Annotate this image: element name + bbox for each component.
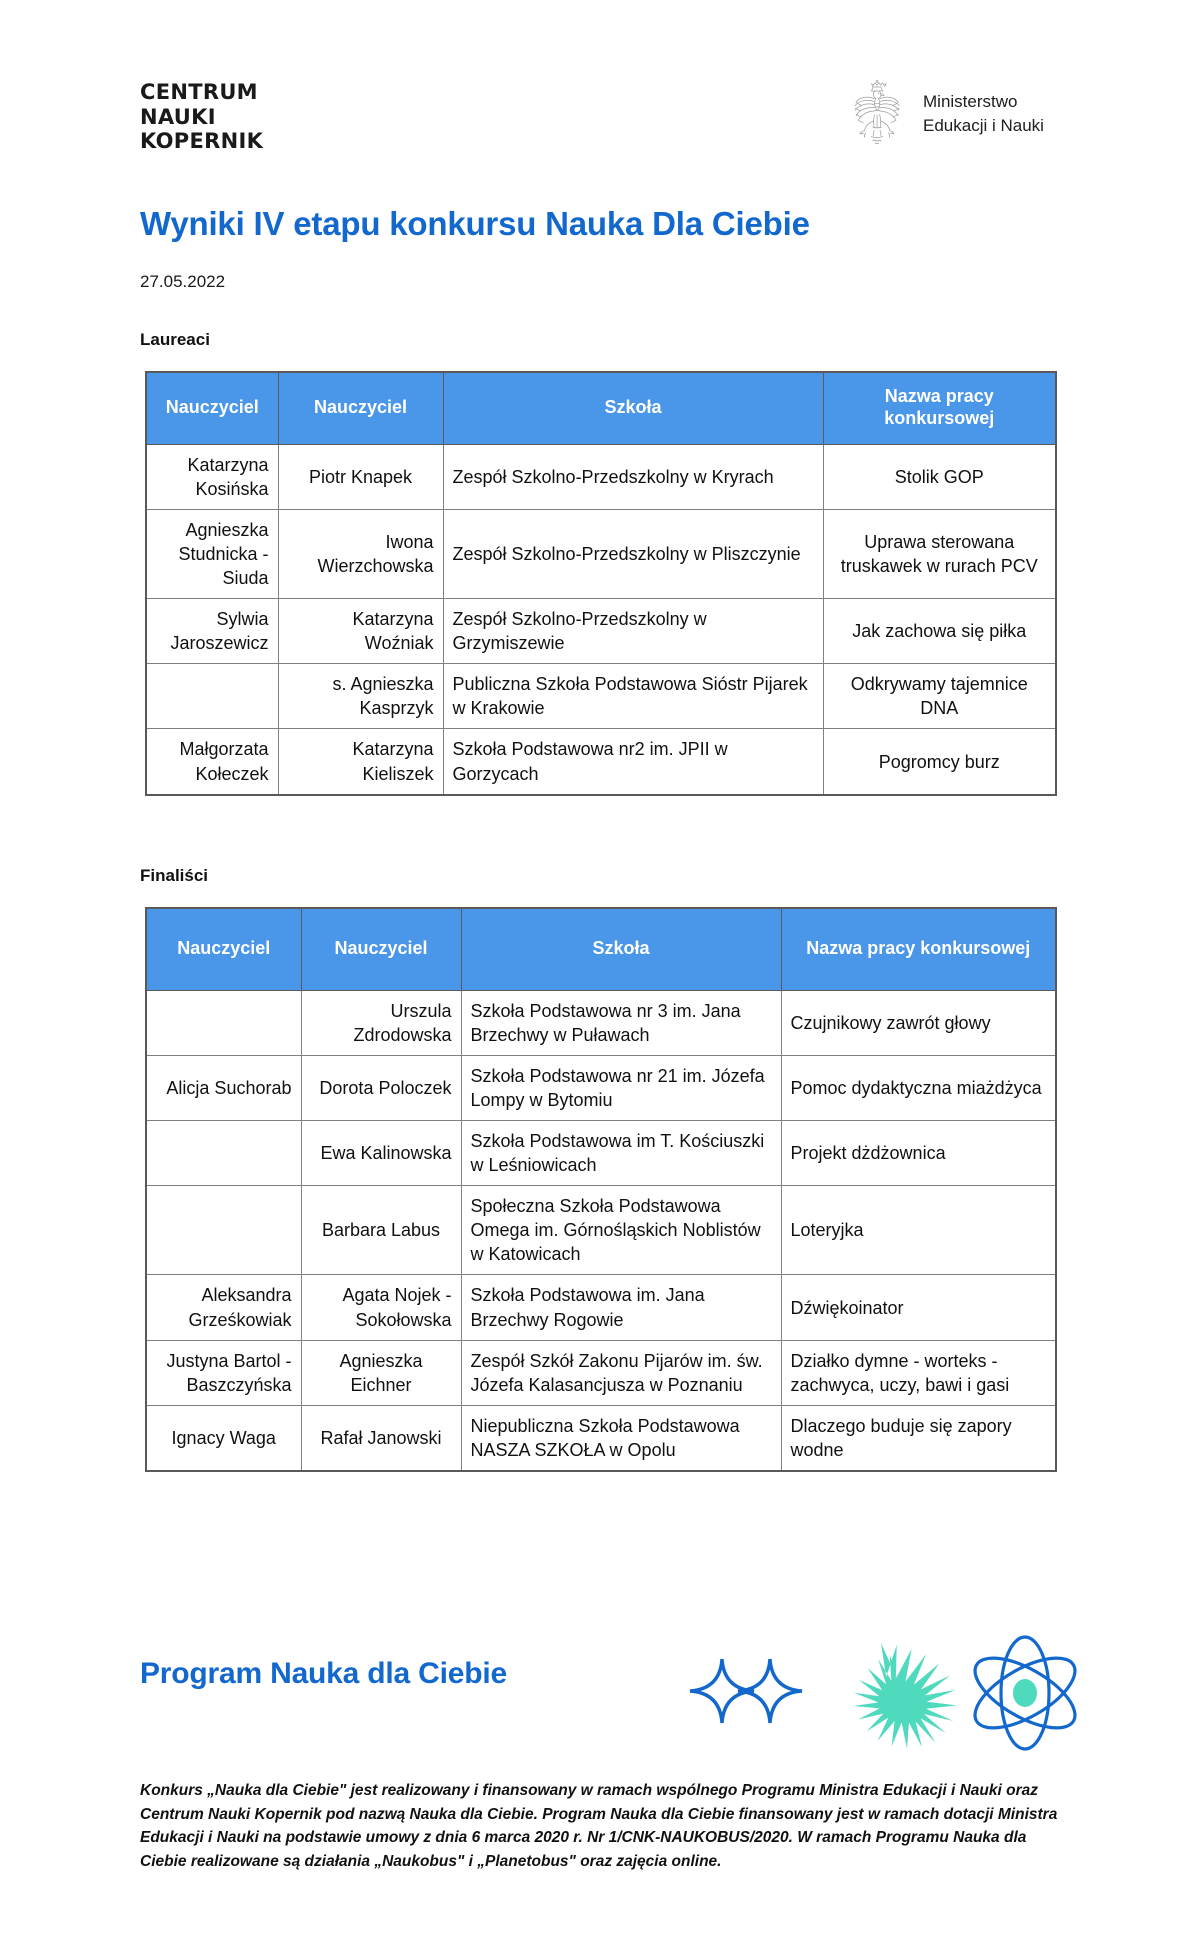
- table-row: [146, 1186, 1056, 1275]
- program-footer: [140, 1633, 1080, 1753]
- cell-teacher-1: Aleksandra Grześkowiak: [146, 1275, 301, 1340]
- laureaci-header-row: [146, 372, 1056, 444]
- header-project: Nazwa pracy konkursowej: [823, 372, 1056, 444]
- cnk-logo-line-1: CENTRUM: [140, 80, 258, 104]
- ministry-line-1: Ministerstwo: [923, 91, 1018, 111]
- cell-teacher-2: Katarzyna Kieliszek: [278, 729, 443, 795]
- centrum-nauki-kopernik-logo: [140, 80, 263, 154]
- table-row: [146, 599, 1056, 664]
- cell-school: Szkoła Podstawowa nr2 im. JPII w Gorzycach: [443, 729, 823, 795]
- cell-project: Odkrywamy tajemnice DNA: [823, 664, 1056, 729]
- header-school: Szkoła: [443, 372, 823, 444]
- cell-project: Jak zachowa się piłka: [823, 599, 1056, 664]
- table-row: [146, 444, 1056, 509]
- cell-teacher-2: s. Agnieszka Kasprzyk: [278, 664, 443, 729]
- cell-school: Szkoła Podstawowa im. Jana Brzechwy Rogowie: [461, 1275, 781, 1340]
- laureaci-table: [145, 371, 1057, 796]
- cell-teacher-1: [146, 1186, 301, 1275]
- atom-nucleus-icon: [1013, 1679, 1037, 1707]
- finalisci-table: [145, 907, 1057, 1472]
- cell-teacher-2: Barbara Labus: [301, 1186, 461, 1275]
- cell-project: Loteryjka: [781, 1186, 1056, 1275]
- cell-teacher-1: Małgorzata Kołeczek: [146, 729, 278, 795]
- cell-school: Szkoła Podstawowa nr 3 im. Jana Brzechwy w Puławach: [461, 990, 781, 1055]
- table-row: [146, 1055, 1056, 1120]
- cell-project: Stolik GOP: [823, 444, 1056, 509]
- cell-school: Zespół Szkolno-Przedszkolny w Grzymiszewie: [443, 599, 823, 664]
- cell-teacher-1: Sylwia Jaroszewicz: [146, 599, 278, 664]
- header-school: Szkoła: [461, 908, 781, 990]
- ministry-name: [923, 90, 1044, 138]
- cell-school: Szkoła Podstawowa im T. Kościuszki w Leśniowicach: [461, 1120, 781, 1185]
- disclaimer-text: Konkurs „Nauka dla Ciebie" jest realizowany i finansowany w ramach wspólnego Programu Ministra Edukacji i Nauki oraz Centrum Nauki Kopernik pod nazwą Nauka dla Ciebie. Program Nauka dla Ciebie finansowany jest w ramach dotacji Ministra Edukacji i Nauki na podstawie umowy z dnia 6 marca 2020 r. Nr 1/CNK-NAUKOBUS/2020. W ramach Programu Nauka dla Ciebie realizowane są działania „Naukobus" i „Planetobus" oraz zajęcia online.: [140, 1782, 1058, 1870]
- header-teacher-2: Nauczyciel: [301, 908, 461, 990]
- cell-school: Szkoła Podstawowa nr 21 im. Józefa Lompy w Bytomiu: [461, 1055, 781, 1120]
- program-title: Program Nauka dla Ciebie: [140, 1657, 507, 1690]
- cell-teacher-1: Justyna Bartol - Baszczyńska: [146, 1340, 301, 1405]
- cell-teacher-2: Urszula Zdrodowska: [301, 990, 461, 1055]
- table-row: [146, 509, 1056, 598]
- finalisci-table-wrapper: [145, 907, 1055, 1472]
- header-teacher-1: Nauczyciel: [146, 372, 278, 444]
- cell-school: Społeczna Szkoła Podstawowa Omega im. Górnośląskich Noblistów w Katowicach: [461, 1186, 781, 1275]
- page-title: Wyniki IV etapu konkursu Nauka Dla Ciebie: [140, 205, 810, 242]
- cell-school: Zespół Szkół Zakonu Pijarów im. św. Józefa Kalasancjusza w Poznaniu: [461, 1340, 781, 1405]
- cell-teacher-1: Agnieszka Studnicka - Siuda: [146, 509, 278, 598]
- starburst-icon: [853, 1643, 957, 1749]
- header-teacher-2: Nauczyciel: [278, 372, 443, 444]
- cell-teacher-1: [146, 664, 278, 729]
- cell-project: Projekt dżdżownica: [781, 1120, 1056, 1185]
- cell-teacher-2: Agata Nojek - Sokołowska: [301, 1275, 461, 1340]
- cell-school: Zespół Szkolno-Przedszkolny w Kryrach: [443, 444, 823, 509]
- table-row: [146, 664, 1056, 729]
- header-teacher-1: Nauczyciel: [146, 908, 301, 990]
- cell-project: Pogromcy burz: [823, 729, 1056, 795]
- cell-teacher-1: Ignacy Waga: [146, 1405, 301, 1471]
- cell-project: Czujnikowy zawrót głowy: [781, 990, 1056, 1055]
- table-row: [146, 1275, 1056, 1340]
- header-project: Nazwa pracy konkursowej: [781, 908, 1056, 990]
- cell-teacher-1: [146, 1120, 301, 1185]
- cell-teacher-2: Ewa Kalinowska: [301, 1120, 461, 1185]
- cell-teacher-2: Piotr Knapek: [278, 444, 443, 509]
- cell-school: Zespół Szkolno-Przedszkolny w Pliszczynie: [443, 509, 823, 598]
- cell-project: Działko dymne - worteks - zachwyca, uczy, bawi i gasi: [781, 1340, 1056, 1405]
- table-row: [146, 1340, 1056, 1405]
- header-logo-row: [0, 0, 1200, 154]
- section-label-finalisci: Finaliści: [140, 866, 209, 885]
- decorative-graphics: [660, 1633, 1080, 1751]
- cell-school: Publiczna Szkoła Podstawowa Sióstr Pijarek w Krakowie: [443, 664, 823, 729]
- ministry-logo: [845, 78, 1044, 150]
- table-row: [146, 990, 1056, 1055]
- laureaci-table-wrapper: [145, 371, 1055, 796]
- cell-teacher-2: Katarzyna Woźniak: [278, 599, 443, 664]
- cell-project: Dlaczego buduje się zapory wodne: [781, 1405, 1056, 1471]
- cell-teacher-2: Dorota Poloczek: [301, 1055, 461, 1120]
- cell-project: Dźwiękoinator: [781, 1275, 1056, 1340]
- cell-teacher-1: Alicja Suchorab: [146, 1055, 301, 1120]
- polish-eagle-icon: [845, 78, 909, 150]
- cnk-logo-line-2: NAUKI: [140, 104, 216, 129]
- ministry-line-2: Edukacji i Nauki: [923, 116, 1044, 135]
- cell-teacher-2: Iwona Wierzchowska: [278, 509, 443, 598]
- cell-project: Uprawa sterowana truskawek w rurach PCV: [823, 509, 1056, 598]
- cell-school: Niepubliczna Szkoła Podstawowa NASZA SZKOŁA w Opolu: [461, 1405, 781, 1471]
- page-date: 27.05.2022: [140, 272, 226, 291]
- cnk-logo-line-3: KOPERNIK: [140, 129, 264, 154]
- cell-teacher-2: Agnieszka Eichner: [301, 1340, 461, 1405]
- sparkle-icon: [738, 1659, 802, 1723]
- table-row: [146, 1120, 1056, 1185]
- cell-teacher-1: Katarzyna Kosińska: [146, 444, 278, 509]
- cell-teacher-1: [146, 990, 301, 1055]
- cell-teacher-2: Rafał Janowski: [301, 1405, 461, 1471]
- table-row: [146, 729, 1056, 795]
- finalisci-header-row: [146, 908, 1056, 990]
- cell-project: Pomoc dydaktyczna miażdżyca: [781, 1055, 1056, 1120]
- section-label-laureaci: Laureaci: [140, 330, 210, 349]
- table-row: [146, 1405, 1056, 1471]
